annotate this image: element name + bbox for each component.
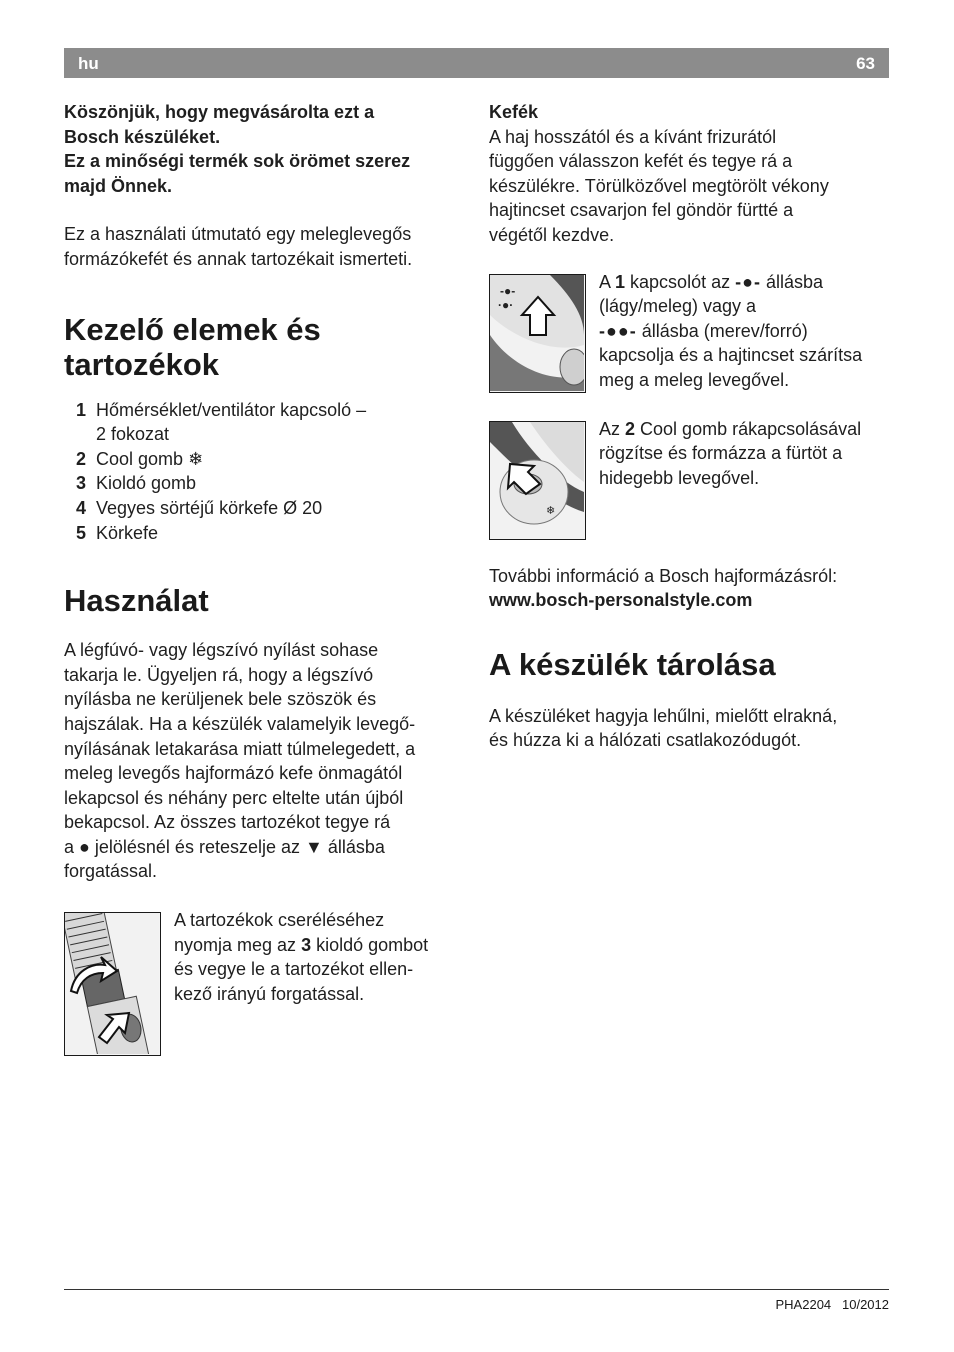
thanks-line-3: Ez a minőségi termék sok örömet szerez <box>64 151 411 172</box>
svg-text:❄: ❄ <box>546 503 556 517</box>
item-number: 4 <box>76 497 87 518</box>
cool-button-text <box>599 417 899 491</box>
model-number: PHA2204 <box>775 1297 832 1312</box>
fig-text-line: meg a meleg levegővel. <box>599 369 790 390</box>
list-item <box>64 447 464 472</box>
temperature-switch-illustration <box>489 274 586 393</box>
controls-list <box>64 398 464 546</box>
usage-heading: Használat <box>64 583 209 619</box>
storage-line-1: A készüléket hagyja lehűlni, mielőtt elrakná, <box>489 705 838 726</box>
brushes-heading: Kefék <box>489 102 539 122</box>
cool-button-illustration <box>489 421 586 540</box>
item-number: 1 <box>76 399 87 420</box>
item-number: 5 <box>76 522 87 543</box>
usage-line: a ● jelölésnél és reteszelje az ▼ állásba <box>64 836 385 857</box>
left-column <box>64 100 464 1057</box>
low-setting-symbol: -●- <box>735 271 761 292</box>
brushes-line: A haj hosszától és a kívánt frizurától <box>489 126 777 147</box>
usage-line: meleg levegős hajformázó kefe önmagától <box>64 763 403 784</box>
svg-text:·●·: ·●· <box>498 297 514 312</box>
usage-line: hajszálak. Ha a készülék valamelyik levegő- <box>64 713 416 734</box>
switch-text <box>599 270 899 393</box>
language-code: hu <box>78 54 99 73</box>
item-label: Cool gomb <box>96 448 184 469</box>
item-label-cont: 2 fokozat <box>96 424 170 445</box>
accessory-change-figure-row <box>64 912 464 1057</box>
fig-text-line: A 1 kapcsolót az -●- állásba <box>599 271 824 292</box>
svg-text:-●-: -●- <box>500 283 516 298</box>
item-label: Vegyes sörtéjű körkefe Ø 20 <box>96 497 323 518</box>
intro-desc-line-1: Ez a használati útmutató egy meleglevegős <box>64 224 412 245</box>
list-item <box>64 521 464 546</box>
footer <box>776 1297 890 1312</box>
cool-button-figure-row <box>489 418 889 541</box>
more-info-text: További információ a Bosch hajformázásról: <box>489 565 838 586</box>
fig-text-line: és vegye le a tartozékot ellen- <box>174 959 414 980</box>
brushes-line: függően válasszon kefét és tegye rá a <box>489 151 793 172</box>
fig-text-line: (lágy/meleg) vagy a <box>599 296 757 317</box>
ref-number: 2 <box>625 418 636 439</box>
page-header-bar <box>64 48 889 78</box>
brushes-line: végétől kezdve. <box>489 224 615 245</box>
item-number: 2 <box>76 448 87 469</box>
fig-text-line: Az 2 Cool gomb rákapcsolásával <box>599 418 862 439</box>
website-link[interactable]: www.bosch-personalstyle.com <box>489 590 753 611</box>
usage-line: nyílásba ne kerüljenek bele szöszök és <box>64 689 377 710</box>
controls-heading-line-2: tartozékok <box>64 346 220 382</box>
brushes-line: készülékre. Törülközővel megtörölt vékony <box>489 175 829 196</box>
snowflake-icon: ❄ <box>188 448 204 469</box>
footer-divider <box>64 1289 889 1290</box>
page-number: 63 <box>856 54 875 73</box>
usage-line: A légfúvó- vagy légszívó nyílást sohase <box>64 640 379 661</box>
list-item <box>64 398 464 447</box>
fig-text-line: nyomja meg az 3 kioldó gombot <box>174 934 429 955</box>
ref-number: 1 <box>615 271 626 292</box>
thanks-line-2: Bosch készüléket. <box>64 126 221 147</box>
usage-line: takarja le. Ügyeljen rá, hogy a légszívó <box>64 664 374 685</box>
accessory-change-text <box>174 908 474 1006</box>
item-label: Körkefe <box>96 522 159 543</box>
print-date: 10/2012 <box>842 1297 889 1312</box>
fig-text-line: A tartozékok cseréléséhez <box>174 910 385 931</box>
thanks-line-1: Köszönjük, hogy megvásárolta ezt a <box>64 102 375 122</box>
usage-line: bekapcsol. Az összes tartozékot tegye rá <box>64 812 391 833</box>
usage-line: lekapcsol és néhány perc eltelte után újból <box>64 787 404 808</box>
high-setting-symbol: -●●- <box>599 320 637 341</box>
usage-paragraph <box>64 638 464 884</box>
ref-number: 3 <box>301 934 312 955</box>
brushes-line: hajtincset csavarjon fel göndör fürtté a <box>489 200 794 221</box>
list-item <box>64 496 464 521</box>
fig-text-line: kező irányú forgatással. <box>174 983 365 1004</box>
storage-line-2: és húzza ki a hálózati csatlakozódugót. <box>489 730 802 751</box>
usage-line: forgatással. <box>64 861 158 882</box>
fig-text-line: rögzítse és formázza a fürtöt a <box>599 443 843 464</box>
accessory-release-illustration <box>64 912 161 1056</box>
intro-desc-line-2: formázókefét és annak tartozékait ismerteti. <box>64 248 413 269</box>
fig-text-line: kapcsolja és a hajtincset szárítsa <box>599 345 863 366</box>
thanks-line-4: majd Önnek. <box>64 175 173 196</box>
switch-figure-row <box>489 271 889 394</box>
right-column <box>489 100 889 753</box>
storage-heading: A készülék tárolása <box>489 646 776 682</box>
item-label: Hőmérséklet/ventilátor kapcsoló – <box>96 399 367 420</box>
item-label: Kioldó gomb <box>96 473 197 494</box>
controls-heading-line-1: Kezelő elemek és <box>64 311 321 347</box>
list-item <box>64 471 464 496</box>
item-number: 3 <box>76 473 87 494</box>
usage-line: nyílásának letakarása miatt túlmelegedett, a <box>64 738 416 759</box>
fig-text-line: hidegebb levegővel. <box>599 467 760 488</box>
fig-text-line: -●●- állásba (merev/forró) <box>599 320 808 341</box>
